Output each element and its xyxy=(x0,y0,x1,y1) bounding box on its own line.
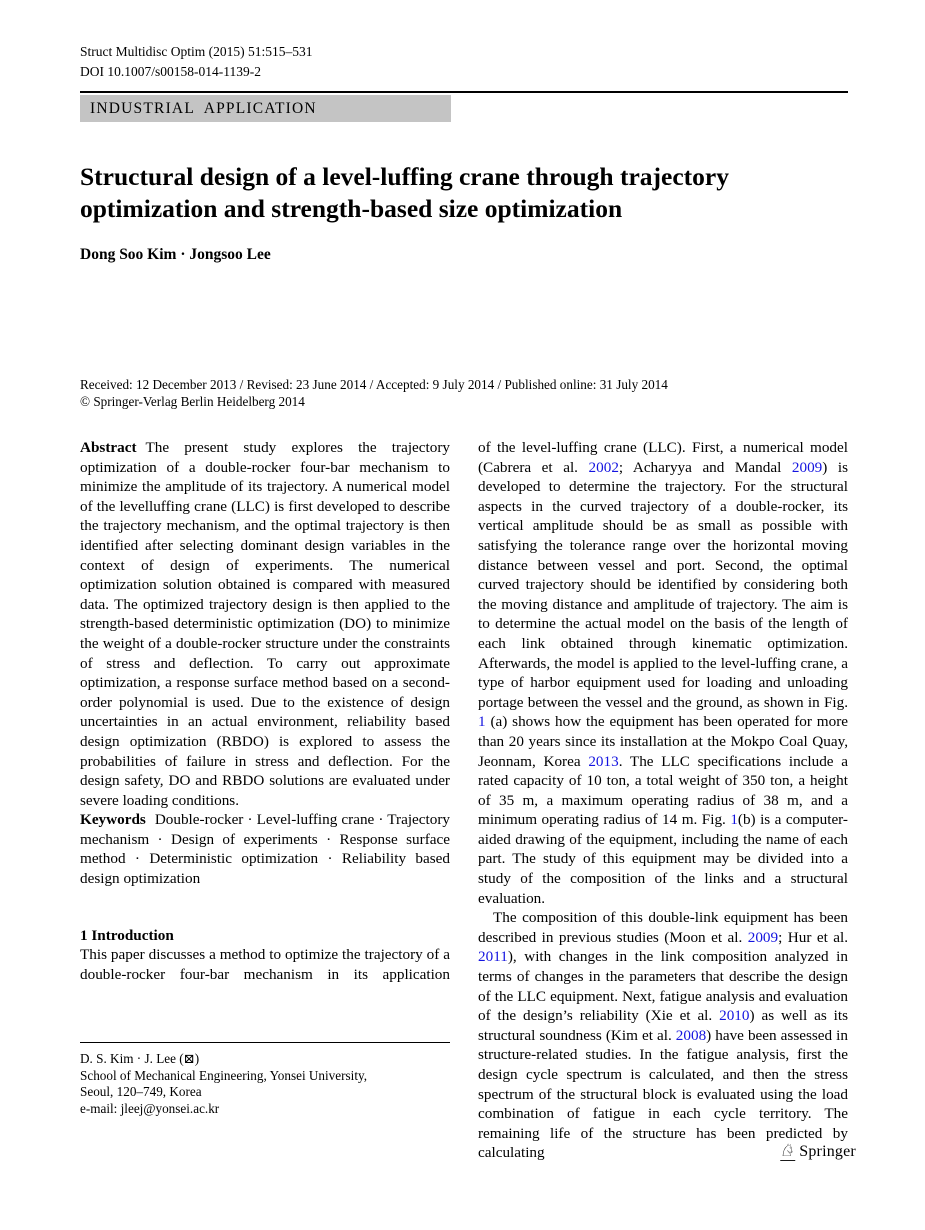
body-text: ; Acharyya and Mandal xyxy=(618,458,792,476)
citation-link[interactable]: 2013 xyxy=(588,752,619,770)
doi: DOI 10.1007/s00158-014-1139-2 xyxy=(80,64,261,79)
article-type-banner: INDUSTRIAL APPLICATION xyxy=(80,95,451,122)
springer-wordmark: Springer xyxy=(799,1143,856,1160)
citation-link[interactable]: 2009 xyxy=(791,458,823,476)
correspondence-footnote xyxy=(80,1051,450,1117)
correspondence-email: e-mail: jleej@yonsei.ac.kr xyxy=(80,1100,220,1116)
introduction-paragraph-right-2 xyxy=(478,908,848,1163)
abstract-paragraph xyxy=(80,438,450,810)
affiliation-line-2: Seoul, 120–749, Korea xyxy=(80,1084,202,1099)
introduction-paragraph-right-1 xyxy=(478,438,848,908)
citation-link[interactable]: 1 xyxy=(730,811,738,829)
body-text: ) is developed to determine the trajectory. For the structural aspects in the curved trajectory of a double-rocker, its vertical amplitude should be as small as possible with satisfying the tolerance range over the horizontal moving distance between vessel and port. Second, the optimal curved trajectory should be identified by considering both the moving distance and amplitude of trajectory. The aim is to determine the actual model on the basis of the length of each link obtained through kinematic optimization. Afterwards, the model is applied to the level-luffing crane, a type of harbor equipment used for loading and unloading portage between the vessel and the ground, as shown in Fig. xyxy=(478,458,849,711)
left-column xyxy=(80,438,450,984)
springer-logo xyxy=(780,1143,856,1161)
author-names: Dong Soo Kim · Jongsoo Lee xyxy=(80,246,271,263)
publication-history: Received: 12 December 2013 / Revised: 23 June 2014 / Accepted: 9 July 2014 / Published online: 31 July 2014 xyxy=(80,377,668,392)
citation-link[interactable]: 2009 xyxy=(747,928,779,946)
body-text: (b) is a computer-aided drawing of the equipment, including the name of each part. The study of this equipment may be divided into a study of the composition of the links and a structural evaluation. xyxy=(478,811,848,907)
copyright-line: © Springer-Verlag Berlin Heidelberg 2014 xyxy=(80,394,305,409)
abstract-label: Abstract xyxy=(80,439,137,456)
citation-link[interactable]: 2011 xyxy=(478,948,508,966)
right-column xyxy=(478,438,848,1163)
affiliation-line-1: School of Mechanical Engineering, Yonsei University, xyxy=(80,1067,368,1083)
header-rule xyxy=(80,91,848,93)
body-text: ) as well as its structural soundness (Kim et al. xyxy=(478,1007,848,1044)
body-text: ) have been assessed in structure-related studies. In the fatigue analysis, first the design cycle spectrum is calculated, and then the stress spectrum of the structural block is evaluated using the load combination of fatigue in each cycle territory. The remaining life of the structure has been predicted by calculating xyxy=(478,1026,848,1162)
body-text: ; Hur et al. xyxy=(778,928,849,946)
abstract-text: The present study explores the trajectory optimization of a double-rocker four-bar mechanism to minimize the amplitude of its trajectory. A numerical model of the levelluffing crane (LLC) is first developed to describe the trajectory mechanism, and the optimal trajectory is then identified after selecting dominant design variables in the context of design of experiments. The numerical optimization solution obtained is compared with measured data. The optimized trajectory design is then applied to the strength-based deterministic optimization (DO) to minimize the weight of a double-rocker structure under the constraints of stress and deflection. To carry out approximate optimization, a response surface method based on a second-order polynomial is used. Due to the existence of design uncertainties in an actual environment, reliability based design optimization (RBDO) is explored to assess the probabilities of failure in stress and deflection. For the design safety, DO and RBDO solutions are evaluated under severe loading conditions. xyxy=(80,439,450,809)
citation-link[interactable]: 2008 xyxy=(675,1026,707,1044)
footnote-rule xyxy=(80,1042,450,1043)
body-text: ), with changes in the link composition analyzed in terms of changes in the parameters that describe the design of the LLC equipment. Next, fatigue analysis and evaluation of the design’s reliability (Xie et al. xyxy=(478,948,848,1025)
introduction-paragraph-left: This paper discusses a method to optimize the trajectory of a double-rocker four-bar mechanism in its application xyxy=(80,946,450,983)
section-heading-introduction: 1 Introduction xyxy=(80,926,174,944)
keywords-text: Double-rocker · Level-luffing crane · Trajectory mechanism · Design of experiments · Response surface method · Deterministic optimization · Reliability based design optimization xyxy=(80,811,450,888)
page-title: Structural design of a level-luffing crane through trajectory optimization and strength-based size optimization xyxy=(80,162,729,223)
keywords-label: Keywords xyxy=(80,811,146,829)
correspondence-authors: D. S. Kim · J. Lee (⊠) xyxy=(80,1051,200,1066)
body-text: (a) shows how the equipment has been operated for more than 20 years since its installation at the Mokpo Coal Quay, Jeonnam, Korea xyxy=(478,713,848,770)
citation-link[interactable]: 2002 xyxy=(588,458,619,476)
journal-reference: Struct Multidisc Optim (2015) 51:515–531 xyxy=(80,44,313,59)
citation-link[interactable]: 2010 xyxy=(719,1007,750,1025)
body-text: of the level-luffing crane (LLC). First, a numerical model (Cabrera et al. xyxy=(478,439,848,476)
keywords-paragraph xyxy=(80,810,450,888)
springer-knight-icon: ♘ xyxy=(780,1141,796,1161)
body-text: . The LLC specifications include a rated capacity of 10 ton, a total weight of 350 ton, a height of 35 m, a maximum operating radius of 38 m, and a minimum operating radius of 14 m. Fig. xyxy=(478,752,848,829)
body-text: The composition of this double-link equipment has been described in previous studies (Moon et al. xyxy=(478,909,848,946)
citation-link[interactable]: 1 xyxy=(478,713,486,731)
